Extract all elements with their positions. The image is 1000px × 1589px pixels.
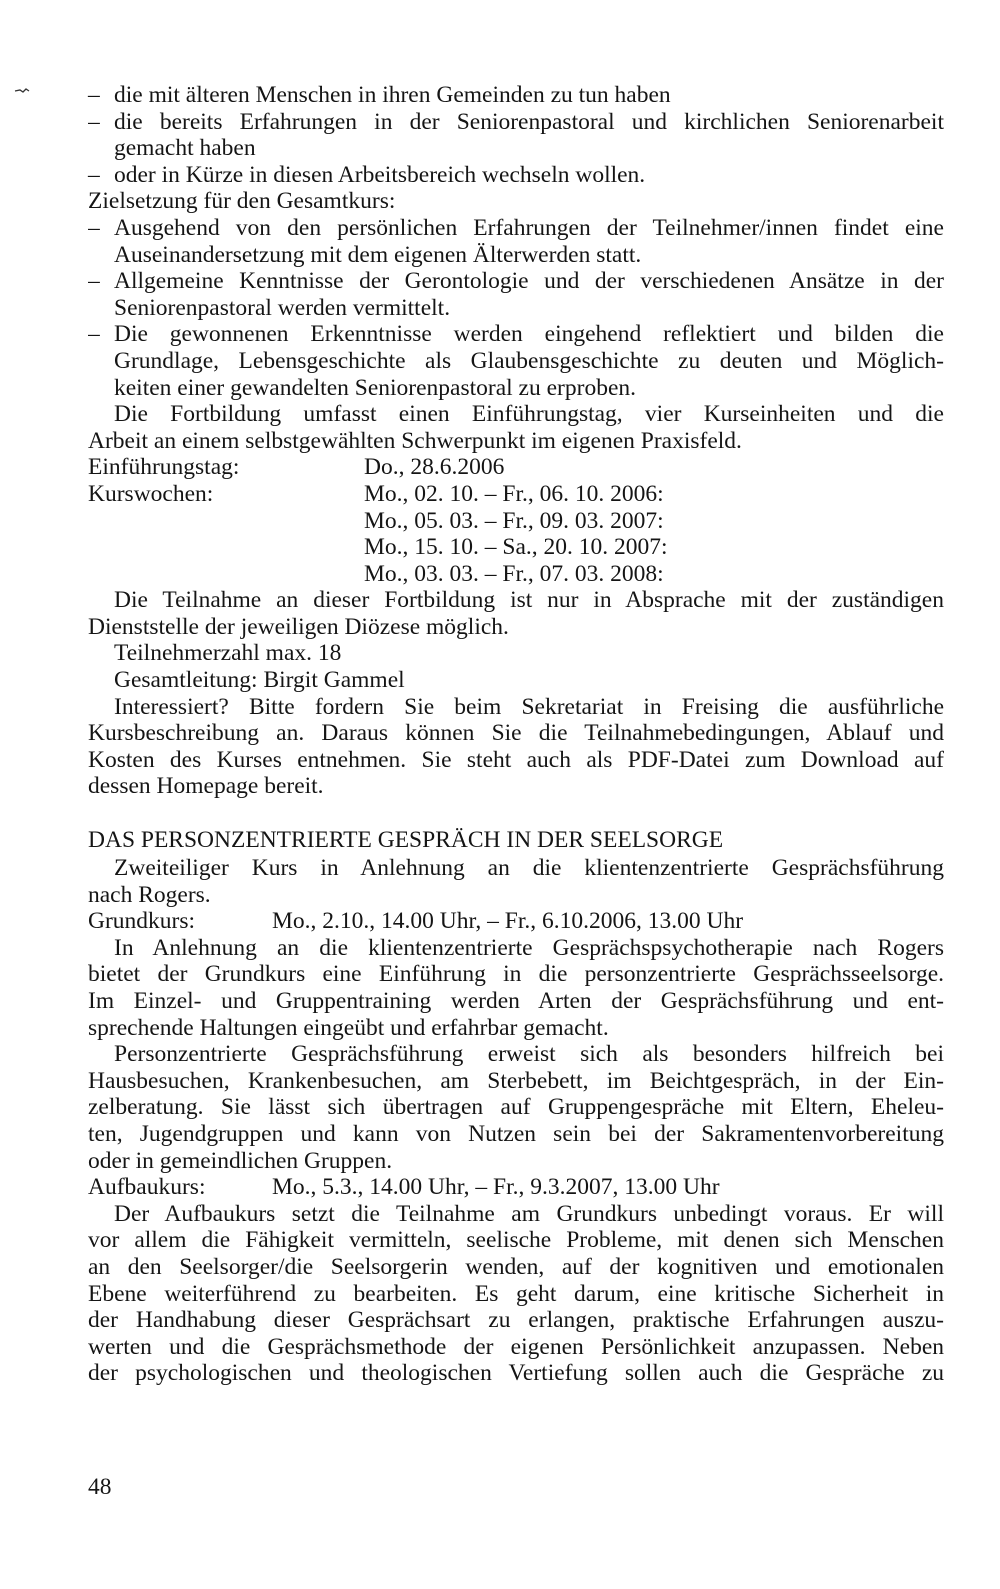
list-item-text: Grundlage, Lebensgeschichte als Glaubensgeschichte zu deuten und Möglich- (114, 347, 944, 374)
course-week-date: Mo., 05. 03. – Fr., 09. 03. 2007: (364, 507, 664, 534)
list-item (88, 82, 944, 109)
text-line-content: an den Seelsorger/die Seelsorgerin wenden, auf der kognitiven und emotionalen (88, 1253, 944, 1280)
text-line-content: Hausbesuchen, Krankenbesuchen, am Sterbebett, im Beichtgespräch, in der Ein- (88, 1067, 944, 1094)
text-line-content: ten, Jugendgruppen und kann von Nutzen sein bei der Sakramentenvorbereitung (88, 1120, 944, 1147)
text-line (88, 587, 944, 614)
text-line: sprechende Haltungen eingeübt und erfahrbar gemacht. (88, 1014, 609, 1041)
text-line (88, 1201, 944, 1228)
text-line-content: Die Fortbildung umfasst einen Einführungstag, vier Kurseinheiten und die (114, 401, 944, 428)
text-line (88, 988, 944, 1015)
text-line (88, 747, 944, 774)
text-line-content: In Anlehnung an die klientenzentrierte Gesprächspsychotherapie nach Rogers (114, 934, 944, 961)
basic-course-label: Grundkurs: (88, 908, 196, 935)
text-line (88, 1094, 944, 1121)
text-line (88, 1121, 944, 1148)
list-item-text: Auseinandersetzung mit dem eigenen Älterwerden statt. (114, 241, 642, 268)
intro-day-value: Do., 28.6.2006 (364, 454, 505, 481)
text-line (88, 1360, 944, 1387)
list-item-text: Ausgehend von den persönlichen Erfahrungen der Teilnehmer/innen findet eine (114, 214, 944, 241)
list-item-text: keiten einer gewandelten Seniorenpastoral zu erproben. (114, 374, 637, 401)
text-line: dessen Homepage bereit. (88, 773, 324, 800)
text-line-content: zelberatung. Sie lässt sich übertragen auf Gruppengespräche mit Eltern, Eheleu- (88, 1094, 944, 1121)
text-line: nach Rogers. (88, 881, 211, 908)
text-line (88, 1068, 944, 1095)
scan-speck-mark (14, 86, 32, 94)
list-item-text: Die gewonnenen Erkenntnisse werden eingehend reflektiert und bilden die (114, 321, 944, 348)
text-line-content: Im Einzel- und Gruppentraining werden Arten der Gesprächsführung und ent- (88, 988, 944, 1014)
list-item-continuation (88, 242, 944, 269)
text-line (88, 720, 944, 747)
text-line-content: Kosten des Kurses entnehmen. Sie steht auch als PDF-Datei zum Download auf (88, 746, 944, 773)
dash-bullet: – (88, 268, 100, 295)
list-item-text: die mit älteren Menschen in ihren Gemeinden zu tun haben (114, 82, 671, 108)
course-week-date: Mo., 03. 03. – Fr., 07. 03. 2008: (364, 560, 664, 587)
text-line-content: Die Teilnahme an dieser Fortbildung ist nur in Absprache mit der zuständigen (114, 587, 944, 614)
interest-paragraph (88, 694, 944, 800)
text-line (88, 1307, 944, 1334)
advanced-course-paragraph (88, 1201, 944, 1387)
list-item (88, 215, 944, 242)
personcentered-paragraph (88, 1041, 944, 1174)
text-line-content: Personzentrierte Gesprächsführung erweist sich als besonders hilfreich bei (114, 1041, 944, 1068)
training-overview (88, 401, 944, 454)
list-item-text: Allgemeine Kenntnisse der Gerontologie und der verschiedenen Ansätze in der (114, 268, 944, 295)
advanced-course-value: Mo., 5.3., 14.00 Uhr, – Fr., 9.3.2007, 13.00 Uhr (272, 1174, 720, 1201)
audience-list (88, 82, 944, 188)
text-line-content: Kursbeschreibung an. Daraus können Sie die Teilnahmebedingungen, Ablauf und (88, 720, 944, 747)
advanced-course-label: Aufbaukurs: (88, 1174, 206, 1201)
text-line (88, 1041, 944, 1068)
text-line (88, 961, 944, 988)
text-line (88, 1227, 944, 1254)
text-line-content: Der Aufbaukurs setzt die Teilnahme am Grundkurs unbedingt voraus. Er will (114, 1200, 944, 1227)
text-line: Dienststelle der jeweiligen Diözese möglich. (88, 613, 509, 640)
list-item (88, 162, 944, 189)
course-week-date: Mo., 02. 10. – Fr., 06. 10. 2006: (364, 480, 664, 507)
text-line-content: der Handhabung dieser Gesprächsart zu erlangen, praktische Erfahrungen auszu- (88, 1307, 944, 1334)
text-line (88, 1281, 944, 1308)
intro-day-row (88, 454, 944, 481)
text-line-content: Zweiteiliger Kurs in Anlehnung an die klientenzentrierte Gesprächsführung (114, 855, 944, 882)
page-number: 48 (88, 1474, 112, 1500)
goals-list (88, 215, 944, 401)
basic-course-value: Mo., 2.10., 14.00 Uhr, – Fr., 6.10.2006, 13.00 Uhr (272, 908, 744, 935)
list-item-continuation (88, 348, 944, 375)
section-title: DAS PERSONZENTRIERTE GESPRÄCH IN DER SEELSORGE (88, 827, 724, 854)
list-item-continuation (88, 295, 944, 322)
text-line: oder in gemeindlichen Gruppen. (88, 1147, 393, 1174)
list-item (88, 268, 944, 295)
list-item (88, 109, 944, 136)
basic-course-paragraph (88, 935, 944, 1041)
dash-bullet: – (88, 214, 100, 241)
dash-bullet: – (88, 108, 100, 135)
advanced-course-row (88, 1174, 944, 1201)
basic-course-row (88, 908, 944, 935)
text-line (88, 401, 944, 428)
course-week-date: Mo., 15. 10. – Sa., 20. 10. 2007: (364, 534, 668, 561)
text-line (88, 935, 944, 962)
text-line: Arbeit an einem selbstgewählten Schwerpunkt im eigenen Praxisfeld. (88, 427, 742, 454)
text-line (88, 1334, 944, 1361)
list-item-text: gemacht haben (114, 135, 256, 162)
text-line-content: Interessiert? Bitte fordern Sie beim Sekretariat in Freising die ausführliche (114, 693, 944, 720)
dash-bullet: – (88, 82, 100, 108)
course-weeks-label: Kurswochen: (88, 480, 214, 507)
text-line (88, 1254, 944, 1281)
list-item-continuation (88, 375, 944, 402)
text-line-content: bietet der Grundkurs eine Einführung in die personzentrierte Gesprächsseelsorge. (88, 961, 944, 988)
dash-bullet: – (88, 321, 100, 348)
intro-day-label: Einführungstag: (88, 454, 240, 481)
course-leader: Gesamtleitung: Birgit Gammel (114, 667, 405, 694)
dash-bullet: – (88, 161, 100, 188)
list-item-text: oder in Kürze in diesen Arbeitsbereich wechseln wollen. (114, 161, 646, 188)
text-line (88, 855, 944, 882)
text-line (88, 694, 944, 721)
text-line-content: werten und die Gesprächsmethode der eigenen Persönlichkeit anzupassen. Neben (88, 1333, 944, 1360)
list-item-text: Seniorenpastoral werden vermittelt. (114, 294, 451, 321)
participant-limit: Teilnehmerzahl max. 18 (114, 640, 342, 667)
list-item-continuation (88, 135, 944, 162)
list-item-text: die bereits Erfahrungen in der Seniorenpastoral und kirchlichen Seniorenarbeit (114, 108, 944, 135)
goals-heading: Zielsetzung für den Gesamtkurs: (88, 188, 396, 215)
document-page (88, 82, 944, 1387)
course-weeks-row (88, 481, 944, 508)
list-item (88, 321, 944, 348)
text-line-content: der psychologischen und theologischen Vertiefung sollen auch die Gespräche zu (88, 1360, 944, 1387)
text-line-content: Ebene weiterführend zu bearbeiten. Es geht darum, eine kritische Sicherheit in (88, 1280, 944, 1307)
text-line-content: vor allem die Fähigkeit vermitteln, seelische Probleme, mit denen sich Menschen (88, 1227, 944, 1254)
